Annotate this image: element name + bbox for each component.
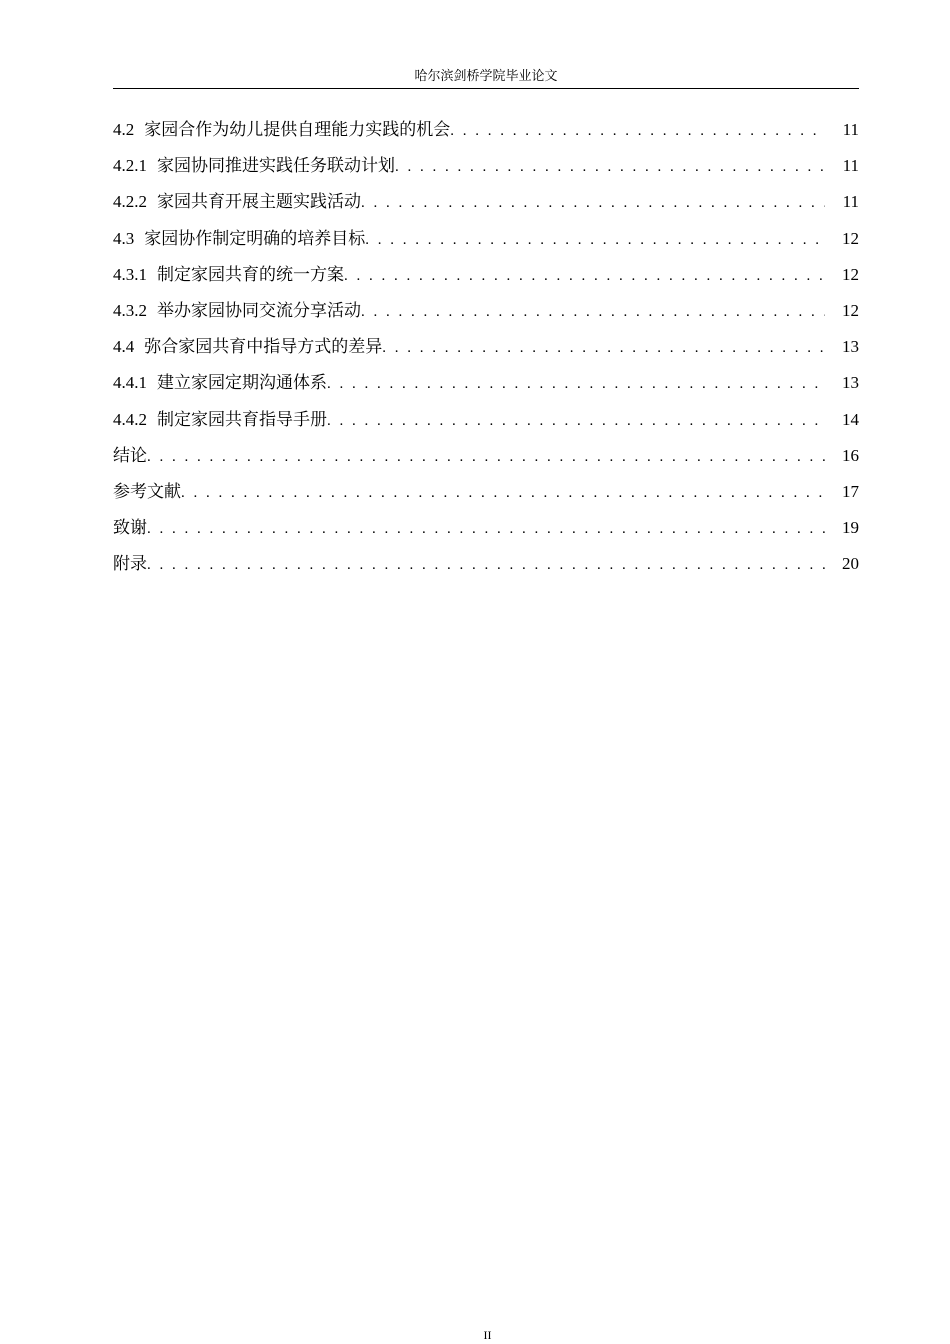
toc-entry-number: 4.3.1 [113, 264, 147, 284]
toc-entry-4-4-1[interactable] [113, 368, 859, 404]
dot-leader [395, 152, 825, 182]
toc-entry-title: 家园协作制定明确的培养目标 [144, 228, 366, 248]
toc-entry-title: 家园共育开展主题实践活动 [157, 192, 361, 212]
dot-leader [147, 442, 825, 472]
toc-entry-4-3-2[interactable] [113, 296, 859, 332]
dot-leader [450, 116, 825, 146]
toc-entry-title: 家园合作为幼儿提供自理能力实践的机会 [144, 120, 451, 139]
header-title: 哈尔滨剑桥学院毕业论文 [414, 68, 558, 83]
toc-entry-number: 4.4 [113, 337, 135, 357]
dot-leader [181, 478, 825, 508]
dot-leader [361, 297, 825, 327]
toc-entry-title: 参考文献 [113, 481, 181, 501]
toc-entry-page: 13 [842, 337, 859, 357]
toc-entry-title: 家园协同推进实践任务联动计划 [157, 156, 395, 176]
toc-entry-4-3-1[interactable] [113, 260, 859, 296]
toc-entry-title: 举办家园协同交流分享活动 [157, 300, 361, 320]
dot-leader [382, 333, 825, 363]
toc-entry-title: 建立家园定期沟通体系 [157, 373, 327, 393]
toc-entry-page: 19 [842, 518, 859, 538]
dot-leader [365, 225, 825, 255]
toc-entry-page: 20 [842, 554, 859, 574]
toc-entry-page: 17 [842, 481, 859, 501]
toc-entry-number: 4.2 [113, 120, 135, 139]
dot-leader [147, 514, 825, 544]
toc-entry-4-3[interactable] [113, 224, 859, 260]
toc-entry-number: 4.4.1 [113, 373, 147, 393]
toc-entry-4-2-2[interactable] [113, 187, 859, 223]
toc-entry-page: 12 [842, 300, 859, 320]
toc-entry-title: 制定家园共育的统一方案 [157, 264, 344, 284]
toc-entry-number: 4.4.2 [113, 409, 147, 429]
toc-entry-conclusion[interactable] [113, 441, 859, 477]
toc-entry-title: 附录 [113, 554, 147, 574]
toc-entry-number: 4.3 [113, 228, 135, 248]
toc-entry-page: 12 [842, 264, 859, 284]
toc-entry-title: 弥合家园共育中指导方式的差异 [144, 337, 383, 357]
toc-entry-acknowledgements[interactable] [113, 513, 859, 549]
toc-entry-title: 制定家园共育指导手册 [157, 409, 327, 429]
page-number: II [483, 1328, 492, 1342]
table-of-contents [113, 115, 859, 585]
page-header [113, 66, 859, 89]
toc-entry-4-2-1[interactable] [113, 151, 859, 187]
toc-entry-4-4[interactable] [113, 332, 859, 368]
page-footer [0, 1327, 950, 1343]
toc-entry-references[interactable] [113, 477, 859, 513]
dot-leader [327, 369, 825, 399]
toc-entry-title: 结论 [113, 445, 147, 465]
toc-entry-page: 13 [842, 373, 859, 393]
toc-entry-page: 12 [842, 228, 859, 248]
toc-entry-page: 11 [842, 192, 859, 212]
toc-entry-page: 11 [842, 120, 859, 139]
toc-entry-title: 致谢 [113, 518, 147, 538]
toc-entry-number: 4.3.2 [113, 300, 147, 320]
dot-leader [361, 188, 825, 218]
dot-leader [327, 406, 825, 436]
toc-entry-appendix[interactable] [113, 549, 859, 585]
toc-entry-number: 4.2.2 [113, 192, 147, 212]
dot-leader [147, 550, 825, 580]
toc-entry-page: 16 [842, 445, 859, 465]
toc-entry-4-4-2[interactable] [113, 405, 859, 441]
toc-entry-number: 4.2.1 [113, 156, 147, 176]
toc-entry-page: 14 [842, 409, 859, 429]
dot-leader [344, 261, 825, 291]
toc-entry-page: 11 [842, 156, 859, 176]
toc-entry-4-2[interactable] [113, 115, 859, 151]
